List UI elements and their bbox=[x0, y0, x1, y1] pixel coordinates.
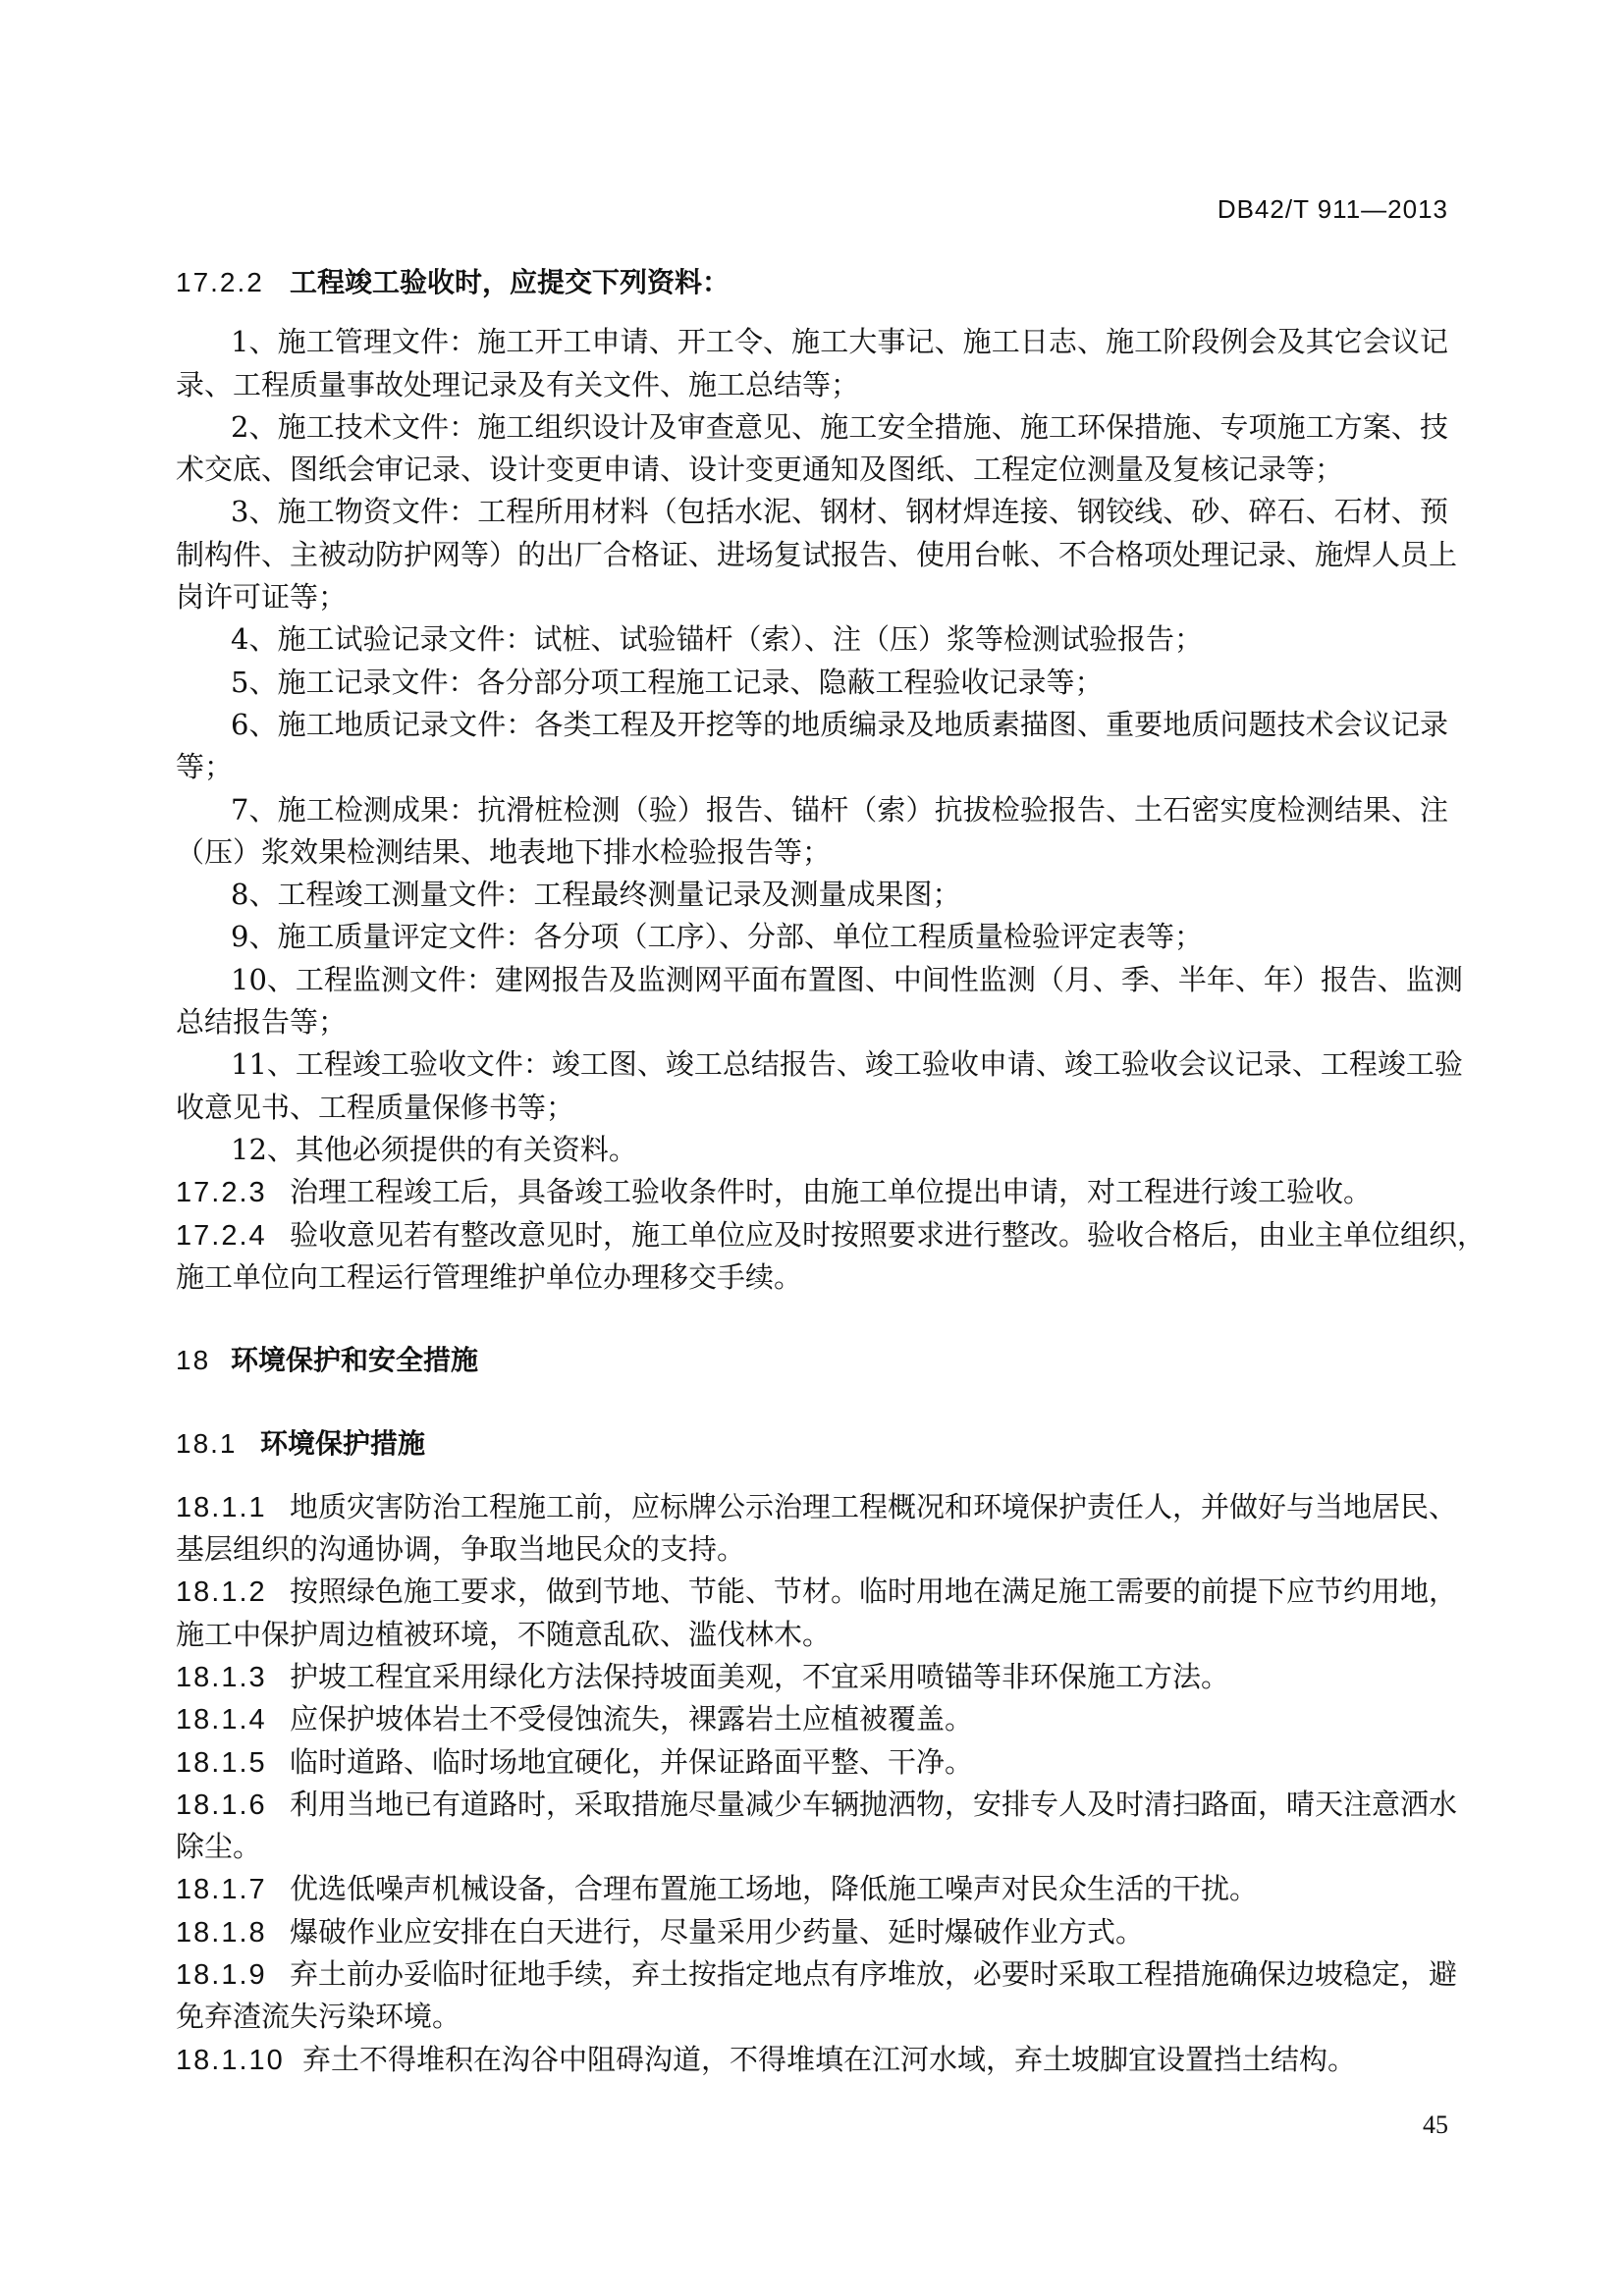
text-line bbox=[176, 1528, 1448, 1571]
line-text: 4、施工试验记录文件：试桩、试验锚杆（索）、注（压）浆等检测试验报告； bbox=[231, 622, 1203, 657]
text-line bbox=[176, 1339, 1448, 1381]
section-heading bbox=[176, 261, 1448, 303]
line-text: 收意见书、工程质量保修书等； bbox=[176, 1090, 575, 1124]
clause-paragraph bbox=[176, 1486, 1458, 1572]
clause-paragraph bbox=[176, 1698, 1448, 1740]
line-text: 1、施工管理文件：施工开工申请、开工令、施工大事记、施工日志、施工阶段例会及其它会议记 bbox=[231, 325, 1448, 359]
text-line bbox=[176, 449, 1448, 491]
list-item bbox=[176, 662, 1448, 704]
text-line bbox=[176, 1911, 1448, 1953]
line-text: 制构件、主被动防护网等）的出厂合格证、进场复试报告、使用台帐、不合格项处理记录、施焊人员上 bbox=[176, 537, 1458, 571]
text-line bbox=[176, 959, 1463, 1001]
clause-paragraph bbox=[176, 1868, 1448, 1910]
text-line bbox=[176, 1741, 1448, 1784]
text-line bbox=[176, 321, 1448, 363]
section-heading bbox=[176, 1422, 1448, 1465]
list-item bbox=[176, 916, 1448, 958]
text-line bbox=[176, 1486, 1458, 1528]
text-line bbox=[176, 704, 1448, 746]
clause-number: 18.1.6 bbox=[176, 1789, 267, 1821]
text-line bbox=[176, 1422, 1448, 1465]
list-item bbox=[176, 959, 1463, 1044]
clause-number: 17.2.3 bbox=[176, 1177, 267, 1209]
line-text: 爆破作业应安排在白天进行，尽量采用少药量、延时爆破作业方式。 bbox=[290, 1914, 1145, 1949]
text-line bbox=[176, 1571, 1458, 1613]
text-line bbox=[176, 1171, 1448, 1213]
line-text: 12、其他必须提供的有关资料。 bbox=[231, 1132, 637, 1166]
clause-paragraph bbox=[176, 1741, 1448, 1784]
clause-number: 18.1.7 bbox=[176, 1874, 267, 1906]
section-heading bbox=[176, 1339, 1448, 1381]
line-text: 岗许可证等； bbox=[176, 580, 348, 614]
text-line bbox=[176, 1953, 1458, 1996]
text-line bbox=[176, 491, 1448, 533]
line-text: 按照绿色施工要求，做到节地、节能、节材。临时用地在满足施工需要的前提下应节约用地， bbox=[290, 1575, 1458, 1609]
line-text: 除尘。 bbox=[176, 1830, 262, 1864]
line-text: 7、施工检测成果：抗滑桩检测（验）报告、锚杆（索）抗拔检验报告、土石密实度检测结果、注 bbox=[231, 792, 1448, 827]
list-item bbox=[176, 618, 1448, 661]
text-line bbox=[176, 1129, 1448, 1171]
line-text: 术交底、图纸会审记录、设计变更申请、设计变更通知及图纸、工程定位测量及复核记录等； bbox=[176, 453, 1344, 487]
clause-number: 18.1.1 bbox=[176, 1491, 267, 1523]
text-line bbox=[176, 874, 1448, 916]
document-code-header: DB42/T 911—2013 bbox=[1217, 194, 1448, 224]
page-number: 45 bbox=[1423, 2110, 1448, 2139]
line-text: 6、施工地质记录文件：各类工程及开挖等的地质编录及地质素描图、重要地质问题技术会议记录 bbox=[231, 707, 1448, 741]
line-text: 护坡工程宜采用绿化方法保持坡面美观，不宜采用喷锚等非环保施工方法。 bbox=[290, 1659, 1230, 1693]
text-line bbox=[176, 1698, 1448, 1740]
clause-paragraph bbox=[176, 1214, 1487, 1300]
text-line bbox=[176, 406, 1448, 449]
text-line bbox=[176, 1001, 1448, 1043]
text-line bbox=[176, 576, 1448, 618]
list-item bbox=[176, 789, 1448, 875]
line-text: 3、施工物资文件：工程所用材料（包括水泥、钢材、钢材焊连接、钢铰线、砂、碎石、石材、预 bbox=[231, 495, 1448, 529]
clause-paragraph bbox=[176, 1784, 1458, 1869]
clause-number: 18.1.2 bbox=[176, 1576, 267, 1609]
line-text: 治理工程竣工后，具备竣工验收条件时，由施工单位提出申请，对工程进行竣工验收。 bbox=[290, 1175, 1373, 1209]
heading-title: 环境保护措施 bbox=[260, 1427, 426, 1461]
clause-paragraph bbox=[176, 1571, 1458, 1656]
line-text: 利用当地已有道路时，采取措施尽量减少车辆抛洒物，安排专人及时清扫路面，晴天注意洒水 bbox=[290, 1787, 1458, 1821]
line-text: 基层组织的沟通协调，争取当地民众的支持。 bbox=[176, 1532, 746, 1567]
line-text: 9、施工质量评定文件：各分项（工序）、分部、单位工程质量检验评定表等； bbox=[231, 920, 1203, 954]
text-line bbox=[176, 1214, 1487, 1256]
clause-number: 17.2.2 bbox=[176, 267, 264, 297]
document-body bbox=[176, 261, 1487, 2081]
list-item bbox=[176, 491, 1458, 618]
text-line bbox=[176, 1656, 1448, 1698]
clause-number: 18 bbox=[176, 1345, 211, 1376]
heading-title: 环境保护和安全措施 bbox=[231, 1344, 479, 1377]
clause-number: 18.1.9 bbox=[176, 1958, 267, 1991]
line-text: 施工单位向工程运行管理维护单位办理移交手续。 bbox=[176, 1259, 803, 1294]
line-text: 5、施工记录文件：各分部分项工程施工记录、隐蔽工程验收记录等； bbox=[231, 665, 1104, 699]
line-text: 8、工程竣工测量文件：工程最终测量记录及测量成果图； bbox=[231, 878, 961, 912]
clause-number: 17.2.4 bbox=[176, 1219, 267, 1252]
text-line bbox=[176, 746, 1448, 788]
clause-paragraph bbox=[176, 1656, 1448, 1698]
list-item bbox=[176, 321, 1448, 406]
text-line bbox=[176, 1614, 1448, 1656]
line-text: 等； bbox=[176, 750, 234, 784]
line-text: 弃土前办妥临时征地手续，弃土按指定地点有序堆放，必要时采取工程措施确保边坡稳定，避 bbox=[290, 1956, 1458, 1991]
clause-number: 18.1 bbox=[176, 1428, 238, 1460]
clause-number: 18.1.8 bbox=[176, 1916, 267, 1949]
heading-title: 工程竣工验收时，应提交下列资料： bbox=[290, 266, 731, 298]
line-text: 临时道路、临时场地宜硬化，并保证路面平整、干净。 bbox=[290, 1744, 974, 1779]
line-text: 地质灾害防治工程施工前，应标牌公示治理工程概况和环境保护责任人，并做好与当地居民、 bbox=[290, 1489, 1458, 1523]
list-item bbox=[176, 704, 1448, 789]
clause-number: 18.1.10 bbox=[176, 2044, 285, 2076]
text-line bbox=[176, 534, 1458, 576]
line-text: 录、工程质量事故处理记录及有关文件、施工总结等； bbox=[176, 367, 860, 401]
text-line bbox=[176, 789, 1448, 831]
line-text: 施工中保护周边植被环境，不随意乱砍、滥伐林木。 bbox=[176, 1617, 832, 1651]
clause-number: 18.1.3 bbox=[176, 1661, 267, 1693]
text-line bbox=[176, 364, 1448, 406]
clause-paragraph bbox=[176, 1911, 1448, 1953]
clause-number: 18.1.5 bbox=[176, 1746, 267, 1779]
clause-paragraph bbox=[176, 2039, 1448, 2081]
clause-paragraph bbox=[176, 1953, 1458, 2039]
list-item bbox=[176, 874, 1448, 916]
line-text: 应保护坡体岩土不受侵蚀流失，裸露岩土应植被覆盖。 bbox=[290, 1702, 974, 1736]
line-text: （压）浆效果检测结果、地表地下排水检验报告等； bbox=[176, 834, 832, 869]
text-line bbox=[176, 261, 1448, 303]
text-line bbox=[176, 1256, 1448, 1299]
clause-number: 18.1.4 bbox=[176, 1704, 267, 1736]
line-text: 优选低噪声机械设备，合理布置施工场地，降低施工噪声对民众生活的干扰。 bbox=[290, 1872, 1259, 1906]
text-line bbox=[176, 1826, 1448, 1868]
text-line bbox=[176, 831, 1448, 874]
line-text: 弃土不得堆积在沟谷中阻碍沟道，不得堆填在江河水域，弃土坡脚宜设置挡土结构。 bbox=[302, 2042, 1357, 2076]
text-line bbox=[176, 662, 1448, 704]
text-line bbox=[176, 1043, 1463, 1086]
line-text: 2、施工技术文件：施工组织设计及审查意见、施工安全措施、施工环保措施、专项施工方案、技 bbox=[231, 409, 1448, 444]
text-line bbox=[176, 1087, 1448, 1129]
text-line bbox=[176, 916, 1448, 958]
clause-paragraph bbox=[176, 1171, 1448, 1213]
list-item bbox=[176, 406, 1448, 492]
text-line bbox=[176, 1784, 1458, 1826]
line-text: 11、工程竣工验收文件：竣工图、竣工总结报告、竣工验收申请、竣工验收会议记录、工程竣工验 bbox=[231, 1047, 1463, 1082]
text-line bbox=[176, 1996, 1448, 2038]
line-text: 验收意见若有整改意见时，施工单位应及时按照要求进行整改。验收合格后，由业主单位组织， bbox=[290, 1217, 1487, 1252]
line-text: 10、工程监测文件：建网报告及监测网平面布置图、中间性监测（月、季、半年、年）报告、监测 bbox=[231, 962, 1463, 996]
line-text: 免弃渣流失污染环境。 bbox=[176, 2000, 461, 2034]
text-line bbox=[176, 2039, 1448, 2081]
text-line bbox=[176, 618, 1448, 661]
text-line bbox=[176, 1868, 1448, 1910]
line-text: 总结报告等； bbox=[176, 1005, 348, 1040]
list-item bbox=[176, 1129, 1448, 1171]
list-item bbox=[176, 1043, 1463, 1129]
